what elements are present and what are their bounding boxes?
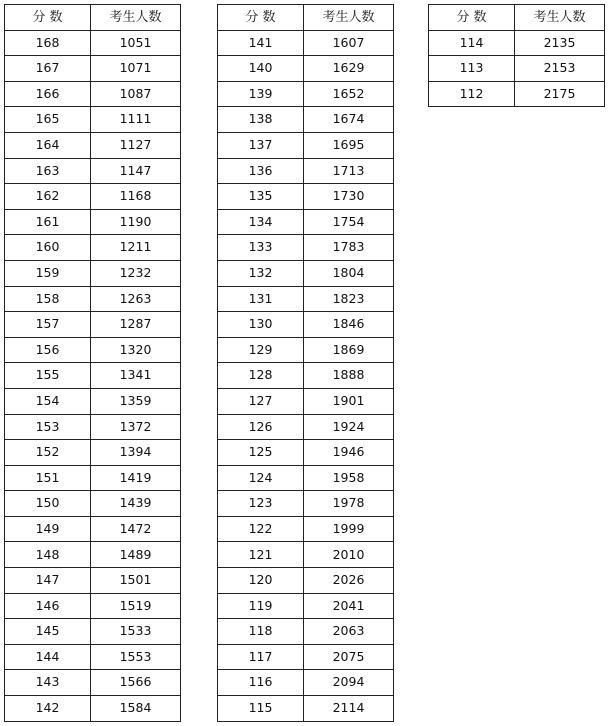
count-cell: 1674	[304, 107, 394, 133]
count-cell: 1888	[304, 363, 394, 389]
table-row	[218, 56, 394, 82]
score-cell: 148	[5, 542, 91, 568]
count-cell: 1320	[91, 337, 181, 363]
count-cell: 1566	[91, 670, 181, 696]
table-row	[5, 414, 181, 440]
score-cell: 152	[5, 440, 91, 466]
score-cell: 119	[218, 593, 304, 619]
score-cell: 128	[218, 363, 304, 389]
score-cell: 142	[5, 696, 91, 722]
table-row	[5, 107, 181, 133]
table-row	[5, 363, 181, 389]
table-row	[5, 696, 181, 722]
table-row	[5, 184, 181, 210]
score-cell: 129	[218, 337, 304, 363]
count-cell: 1652	[304, 81, 394, 107]
table-row	[5, 312, 181, 338]
table-body	[218, 30, 394, 721]
table-row	[5, 337, 181, 363]
count-cell: 1823	[304, 286, 394, 312]
count-cell: 1978	[304, 491, 394, 517]
count-cell: 2026	[304, 568, 394, 594]
count-cell: 1472	[91, 516, 181, 542]
table-row	[429, 56, 605, 82]
table-row	[218, 670, 394, 696]
table-row	[218, 312, 394, 338]
table-body	[5, 30, 181, 721]
score-cell: 135	[218, 184, 304, 210]
score-cell: 130	[218, 312, 304, 338]
score-cell: 137	[218, 132, 304, 158]
count-cell: 1168	[91, 184, 181, 210]
score-cell: 159	[5, 260, 91, 286]
count-cell: 1754	[304, 209, 394, 235]
score-cell: 113	[429, 56, 515, 82]
count-cell: 1607	[304, 30, 394, 56]
table-row	[218, 337, 394, 363]
count-cell: 2153	[515, 56, 605, 82]
count-cell: 1147	[91, 158, 181, 184]
table-row	[218, 542, 394, 568]
count-cell: 1489	[91, 542, 181, 568]
score-cell: 140	[218, 56, 304, 82]
count-cell: 1924	[304, 414, 394, 440]
score-cell: 114	[429, 30, 515, 56]
table-header-row	[218, 5, 394, 31]
score-cell: 127	[218, 388, 304, 414]
score-cell: 157	[5, 312, 91, 338]
table-row	[218, 568, 394, 594]
count-cell: 2114	[304, 696, 394, 722]
count-cell: 1232	[91, 260, 181, 286]
table-row	[5, 388, 181, 414]
score-cell: 124	[218, 465, 304, 491]
score-table-2	[217, 4, 394, 722]
count-cell: 1584	[91, 696, 181, 722]
score-cell: 138	[218, 107, 304, 133]
table-header-row	[429, 5, 605, 31]
count-cell: 1127	[91, 132, 181, 158]
score-cell: 156	[5, 337, 91, 363]
score-cell: 164	[5, 132, 91, 158]
count-cell: 1804	[304, 260, 394, 286]
score-cell: 146	[5, 593, 91, 619]
count-cell: 1629	[304, 56, 394, 82]
count-cell: 1419	[91, 465, 181, 491]
score-cell: 115	[218, 696, 304, 722]
table-row	[5, 132, 181, 158]
score-table-1	[4, 4, 181, 722]
score-table-3	[428, 4, 605, 107]
score-cell: 131	[218, 286, 304, 312]
table-row	[5, 260, 181, 286]
score-cell: 166	[5, 81, 91, 107]
score-cell: 143	[5, 670, 91, 696]
table-row	[5, 465, 181, 491]
count-cell: 1501	[91, 568, 181, 594]
table-row	[218, 440, 394, 466]
score-cell: 161	[5, 209, 91, 235]
score-cell: 145	[5, 619, 91, 645]
score-cell: 139	[218, 81, 304, 107]
column-header-score: 分 数	[429, 5, 515, 31]
count-cell: 1695	[304, 132, 394, 158]
count-cell: 1341	[91, 363, 181, 389]
table-row	[218, 81, 394, 107]
count-cell: 1111	[91, 107, 181, 133]
score-cell: 116	[218, 670, 304, 696]
table-row	[5, 286, 181, 312]
table-row	[218, 235, 394, 261]
column-header-score: 分 数	[5, 5, 91, 31]
table-row	[218, 107, 394, 133]
score-cell: 153	[5, 414, 91, 440]
table-row	[218, 286, 394, 312]
score-cell: 136	[218, 158, 304, 184]
count-cell: 1783	[304, 235, 394, 261]
score-cell: 112	[429, 81, 515, 107]
score-cell: 155	[5, 363, 91, 389]
count-cell: 1439	[91, 491, 181, 517]
count-cell: 1958	[304, 465, 394, 491]
count-cell: 1713	[304, 158, 394, 184]
score-cell: 150	[5, 491, 91, 517]
table-body	[429, 30, 605, 107]
table-row	[5, 56, 181, 82]
count-cell: 1999	[304, 516, 394, 542]
score-cell: 126	[218, 414, 304, 440]
table-row	[5, 644, 181, 670]
score-cell: 133	[218, 235, 304, 261]
count-cell: 1071	[91, 56, 181, 82]
score-cell: 149	[5, 516, 91, 542]
table-row	[218, 184, 394, 210]
table-row	[218, 696, 394, 722]
table-row	[5, 81, 181, 107]
count-cell: 2135	[515, 30, 605, 56]
table-row	[429, 81, 605, 107]
count-cell: 1051	[91, 30, 181, 56]
count-cell: 1394	[91, 440, 181, 466]
table-row	[218, 644, 394, 670]
column-header-score: 分 数	[218, 5, 304, 31]
table-row	[218, 516, 394, 542]
score-cell: 134	[218, 209, 304, 235]
count-cell: 1211	[91, 235, 181, 261]
table-row	[5, 158, 181, 184]
table-row	[5, 440, 181, 466]
score-cell: 118	[218, 619, 304, 645]
table-row	[5, 542, 181, 568]
score-cell: 168	[5, 30, 91, 56]
score-cell: 163	[5, 158, 91, 184]
score-cell: 160	[5, 235, 91, 261]
table-row	[218, 465, 394, 491]
count-cell: 1946	[304, 440, 394, 466]
table-row	[429, 30, 605, 56]
count-cell: 1869	[304, 337, 394, 363]
count-cell: 1846	[304, 312, 394, 338]
table-row	[5, 670, 181, 696]
score-cell: 162	[5, 184, 91, 210]
count-cell: 1533	[91, 619, 181, 645]
score-cell: 121	[218, 542, 304, 568]
table-row	[218, 30, 394, 56]
table-row	[218, 593, 394, 619]
score-cell: 132	[218, 260, 304, 286]
table-row	[5, 619, 181, 645]
table-header-row	[5, 5, 181, 31]
count-cell: 1372	[91, 414, 181, 440]
count-cell: 1553	[91, 644, 181, 670]
score-cell: 154	[5, 388, 91, 414]
count-cell: 1359	[91, 388, 181, 414]
score-cell: 165	[5, 107, 91, 133]
table-row	[218, 619, 394, 645]
count-cell: 2175	[515, 81, 605, 107]
table-row	[5, 593, 181, 619]
count-cell: 2010	[304, 542, 394, 568]
column-header-count: 考生人数	[304, 5, 394, 31]
table-row	[218, 414, 394, 440]
count-cell: 2075	[304, 644, 394, 670]
table-row	[218, 363, 394, 389]
count-cell: 1263	[91, 286, 181, 312]
score-cell: 167	[5, 56, 91, 82]
score-cell: 141	[218, 30, 304, 56]
count-cell: 1901	[304, 388, 394, 414]
table-row	[218, 260, 394, 286]
table-row	[5, 235, 181, 261]
score-cell: 151	[5, 465, 91, 491]
score-cell: 117	[218, 644, 304, 670]
score-cell: 120	[218, 568, 304, 594]
count-cell: 2041	[304, 593, 394, 619]
table-row	[5, 568, 181, 594]
table-row	[5, 491, 181, 517]
table-row	[5, 516, 181, 542]
score-cell: 125	[218, 440, 304, 466]
table-row	[218, 132, 394, 158]
count-cell: 1730	[304, 184, 394, 210]
table-row	[218, 388, 394, 414]
score-cell: 123	[218, 491, 304, 517]
score-cell: 147	[5, 568, 91, 594]
score-cell: 144	[5, 644, 91, 670]
table-row	[218, 209, 394, 235]
table-row	[5, 209, 181, 235]
column-header-count: 考生人数	[91, 5, 181, 31]
score-cell: 122	[218, 516, 304, 542]
count-cell: 2063	[304, 619, 394, 645]
table-row	[5, 30, 181, 56]
count-cell: 1287	[91, 312, 181, 338]
column-header-count: 考生人数	[515, 5, 605, 31]
count-cell: 1519	[91, 593, 181, 619]
count-cell: 1087	[91, 81, 181, 107]
table-row	[218, 158, 394, 184]
count-cell: 2094	[304, 670, 394, 696]
table-row	[218, 491, 394, 517]
score-cell: 158	[5, 286, 91, 312]
count-cell: 1190	[91, 209, 181, 235]
